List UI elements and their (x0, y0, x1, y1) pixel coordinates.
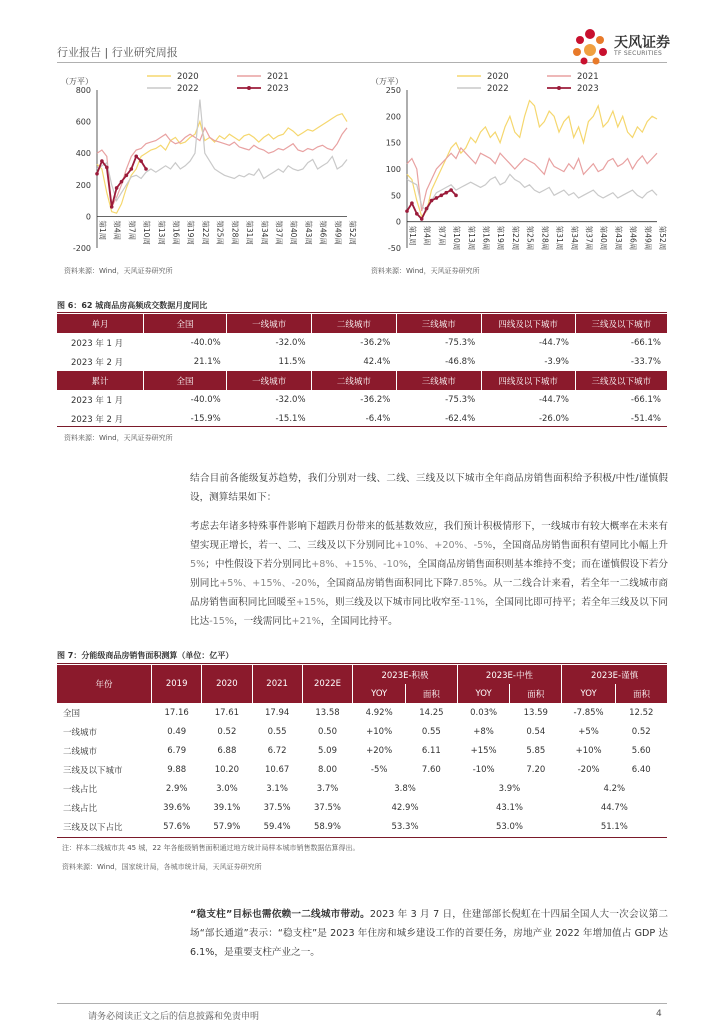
fig7-cell: -5% (370, 764, 388, 775)
fig6-cell: -51.4% (630, 413, 661, 424)
fig7-cell: 年份 (57, 665, 152, 703)
chart-y-tick-label: -200 (72, 244, 91, 253)
chart-point-2023 (420, 217, 424, 221)
fig7-cell: 3.9% (498, 783, 521, 794)
chart-x-tick-label: 第13周 (156, 220, 166, 245)
chart-point-2023 (105, 166, 109, 170)
chart-x-tick-label: 第37周 (584, 225, 594, 251)
fig6-cell: -75.3% (445, 394, 476, 405)
chart-x-tick-label: 第19周 (496, 225, 506, 251)
fig7-data-row (57, 722, 667, 741)
fig7-cell: 2022E (302, 665, 353, 703)
fig7-cell: 57.6% (163, 821, 191, 832)
fig7-cell: 57.9% (213, 821, 241, 832)
fig6-top-rule (57, 312, 667, 313)
fig6-header-cell: 三线城市 (396, 314, 481, 333)
fig7-cell: 8.00 (318, 764, 337, 775)
fig7-cell: +15% (470, 745, 497, 756)
footer-disclaimer: 请务必阅读正文之后的信息披露和免责申明 (88, 1012, 260, 1022)
paragraph-assumptions-intro: 结合目前各能级复苏趋势，我们分别对一线、二线、三线及以下城市全年商品房销售面积给予积极/中性/谨慎假设，测算结果如下： (190, 473, 668, 503)
fig7-cell: YOY (562, 684, 616, 703)
fig7-cell: 39.1% (213, 802, 241, 813)
fig6-cell: 2023 年 1 月 (71, 338, 124, 349)
chart-legend-marker (557, 86, 561, 90)
chart-y-tick-label: 600 (75, 117, 91, 127)
fig7-cell: 43.1% (495, 802, 523, 813)
fig6-cell: 2023 年 1 月 (71, 395, 124, 406)
chart-x-tick-label: 第7周 (127, 220, 137, 241)
fig7-cell: 面积 (510, 684, 562, 703)
chart-legend-label: 2021 (577, 72, 599, 82)
chart-point-2023 (130, 167, 134, 171)
fig7-note: 注：样本二线城市共 45 城，22 年各能级销售面积通过地方统计局样本城市销售数据估算得出。 (62, 844, 360, 852)
fig6-header-cell: 二线城市 (312, 314, 397, 333)
fig7-cell: 9.88 (167, 764, 187, 775)
fig6-header-cell: 四线及以下城市 (481, 314, 575, 333)
fig7-cell: 3.8% (394, 783, 416, 794)
chart-x-tick-label: 第16周 (481, 225, 491, 251)
fig6-cell: -6.4% (365, 413, 391, 424)
chart-x-tick-label: 第31周 (245, 220, 255, 245)
fig7-cell: 6.79 (167, 745, 187, 756)
fig7-data-row (57, 760, 667, 779)
chart-point-2023 (415, 212, 419, 216)
fig7-cell: 10.67 (264, 764, 290, 775)
fig7-cell: 0.52 (217, 726, 237, 737)
fig7-share-row (57, 817, 667, 836)
fig6-cell: -66.1% (630, 394, 661, 405)
fig7-cell: 0.52 (631, 726, 651, 737)
chart-point-2023 (449, 188, 453, 192)
chart-point-2023 (115, 186, 119, 190)
fig7-cell: -10% (472, 764, 495, 775)
fig7-cell: 三线及以下城市 (63, 765, 123, 776)
fig6-header-row (57, 314, 667, 333)
fig7-cell: 2019 (152, 665, 202, 703)
fig6-header-cell: 三线及以下城市 (575, 314, 667, 333)
chart-x-tick-label: 第40周 (599, 225, 609, 251)
fig7-cell: 5.09 (318, 745, 337, 756)
chart-x-tick-label: 第25周 (215, 220, 225, 245)
fig7-cell: 4.92% (365, 707, 393, 718)
fig7-cell: 17.61 (214, 707, 240, 718)
chart-point-2023 (144, 167, 148, 171)
fig7-cell: 一线占比 (63, 784, 98, 795)
chart-x-tick-label: 第46周 (628, 225, 638, 251)
fig7-cell: 二线城市 (63, 746, 98, 757)
fig7-cell: 一线城市 (63, 727, 98, 738)
fig7-share-row (57, 779, 667, 798)
fig6-cell: -36.2% (360, 337, 391, 348)
chart-x-tick-label: 第1周 (408, 225, 417, 246)
fig6-cell: 42.4% (363, 356, 391, 367)
fig7-cell: 面积 (406, 684, 458, 703)
fig6-header-cell: 三线城市 (396, 371, 481, 390)
fig7-cell: 10.20 (214, 764, 240, 775)
fig6-header-cell: 全国 (143, 371, 226, 390)
fig6-header-cell: 四线及以下城市 (481, 371, 575, 390)
fig7-cell: 0.50 (318, 726, 337, 737)
fig7-top-rule (57, 663, 667, 664)
fig6-cell: 11.5% (278, 356, 306, 367)
fig7-data-row (57, 741, 667, 760)
chart-x-tick-label: 第19周 (186, 220, 196, 245)
fig6-header-cell: 累计 (57, 371, 143, 390)
chart-series-line-2021 (407, 148, 657, 211)
fig6-cell: 2023 年 2 月 (71, 357, 124, 368)
fig6-header-cell: 一线城市 (227, 314, 312, 333)
report-header-title: 行业报告 | 行业研究周报 (57, 46, 178, 59)
fig6-cell: -33.7% (630, 356, 661, 367)
logo-subtitle: TF SECURITIES (614, 50, 663, 57)
chart-x-tick-label: 第22周 (510, 225, 520, 251)
chart-x-tick-label: 第46周 (318, 220, 328, 245)
chart-left-source: 资料来源：Wind，天风证券研究所 (64, 267, 173, 275)
fig6-data-row (57, 333, 667, 352)
fig6-cell: -46.8% (445, 356, 476, 367)
fig7-cell: 17.16 (164, 707, 189, 718)
logo-name: 天风证券 (614, 35, 670, 51)
fig7-cell: 3.0% (216, 783, 238, 794)
fig6-cell: -32.0% (275, 337, 306, 348)
fig7-cell: 12.52 (629, 707, 654, 718)
footer-divider (57, 1003, 667, 1004)
chart-point-2023 (410, 201, 414, 205)
chart-x-tick-label: 第43周 (303, 220, 313, 245)
chart-y-tick-label: 0 (395, 217, 401, 227)
fig7-cell: 53.3% (391, 821, 419, 832)
fig7-cell: 42.9% (391, 802, 419, 813)
fig6-caption: 图 6：62 城商品房高频成交数据月度同比 (57, 301, 208, 310)
chart-right-svg (367, 68, 667, 264)
chart-y-tick-label: 0 (85, 212, 91, 222)
fig6-cell: -36.2% (360, 394, 391, 405)
fig6-cell: -3.9% (544, 356, 570, 367)
fig7-cell: YOY (353, 684, 406, 703)
chart-x-tick-label: 第28周 (230, 220, 240, 245)
fig7-cell: 4.2% (603, 783, 626, 794)
fig7-cell: 5.85 (526, 745, 546, 756)
fig7-cell: +20% (366, 745, 393, 756)
fig7-cell: 7.60 (421, 764, 441, 775)
fig6-cell: 21.1% (193, 356, 221, 367)
chart-x-tick-label: 第34周 (569, 225, 579, 251)
chart-legend-label: 2021 (267, 72, 289, 82)
fig7-cell: 2021 (252, 665, 302, 703)
chart-x-tick-label: 第10周 (142, 220, 152, 245)
fig7-cell: 0.54 (526, 726, 546, 737)
chart-series-line-2020 (407, 101, 657, 217)
fig6-header-cell: 全国 (143, 314, 226, 333)
fig7-cell: 37.5% (314, 802, 342, 813)
fig7-cell: 面积 (616, 684, 667, 703)
chart-x-tick-label: 第16周 (171, 220, 181, 245)
fig7-cell: -7.85% (573, 707, 604, 718)
company-logo (568, 26, 678, 66)
chart-y-tick-label: 50 (390, 191, 401, 201)
fig7-cell: 0.55 (421, 726, 441, 737)
chart-x-tick-label: 第34周 (259, 220, 269, 245)
fig7-cell: 14.25 (419, 707, 444, 718)
fig7-cell: 2023E-中性 (457, 665, 561, 684)
chart-x-tick-label: 第28周 (540, 225, 550, 251)
chart-point-2023 (139, 159, 143, 163)
fig7-cell: 51.1% (600, 821, 628, 832)
fig7-cell: 2023E-积极 (353, 665, 457, 684)
chart-point-2023 (444, 191, 448, 195)
chart-y-tick-label: -50 (387, 244, 401, 253)
chart-x-tick-label: 第49周 (643, 225, 653, 251)
chart-x-tick-label: 第40周 (289, 220, 299, 245)
fig7-source: 资料来源：Wind，国家统计局，各城市统计局，天风证券研究所 (62, 863, 262, 871)
chart-x-tick-label: 第4周 (112, 220, 122, 241)
chart-y-tick-label: 100 (385, 165, 401, 174)
fig7-cell: 三线及以下占比 (63, 822, 123, 833)
fig7-cell: 0.03% (470, 707, 498, 718)
fig6-cell: -15.1% (275, 413, 306, 424)
chart-series-line-2023 (407, 190, 456, 219)
chart-legend-label: 2022 (487, 84, 509, 94)
chart-y-tick-label: 200 (385, 112, 401, 122)
chart-y-tick-label: 800 (75, 86, 91, 95)
chart-x-tick-label: 第1周 (98, 220, 107, 241)
fig7-share-row (57, 798, 667, 817)
chart-unit-label: （万平） (371, 77, 403, 86)
fig7-cell: +5% (578, 726, 599, 737)
fig7-cell: 58.9% (314, 821, 342, 832)
chart-x-tick-label: 第52周 (658, 225, 667, 251)
fig7-cell: 3.7% (316, 783, 339, 794)
chart-legend-label: 2022 (177, 84, 199, 94)
fig6-cell: -62.4% (445, 413, 476, 424)
chart-point-2023 (100, 159, 104, 163)
paragraph-pillar: “稳支柱”目标也需依赖一二线城市带动。2023 年 3 月 7 日，住建部部长倪虹在十四届全国人大一次会议第二场“部长通道”表示：“稳支柱”是 2023 年住房和城乡建设工作的首要任务，房地产业 2022 年增加值占 GDP 达 6.1%，是重要支柱产业之一。 (190, 909, 668, 958)
fig7-data-row (57, 703, 667, 722)
fig7-cell: 2020 (202, 665, 252, 703)
chart-point-2023 (125, 174, 129, 178)
fig7-cell: YOY (457, 684, 510, 703)
chart-x-tick-label: 第10周 (452, 225, 462, 251)
chart-unit-label: （万平） (61, 77, 93, 86)
fig6-header-cell: 一线城市 (227, 371, 312, 390)
fig6-table (57, 314, 667, 428)
fig7-cell: +8% (473, 726, 494, 737)
chart-point-2023 (454, 194, 458, 198)
chart-point-2023 (120, 180, 124, 184)
chart-x-tick-label: 第25周 (525, 225, 535, 251)
fig7-header-row (57, 665, 667, 684)
chart-legend-marker (247, 86, 251, 90)
fig7-cell: 0.55 (267, 726, 287, 737)
fig6-cell: -75.3% (445, 337, 476, 348)
chart-x-tick-label: 第7周 (437, 225, 447, 246)
fig6-cell: -66.1% (630, 337, 661, 348)
fig7-table (57, 665, 667, 836)
chart-point-2023 (134, 155, 138, 159)
fig7-cell: +10% (366, 726, 393, 737)
chart-point-2023 (435, 196, 439, 200)
fig7-cell: +10% (575, 745, 602, 756)
chart-x-tick-label: 第37周 (274, 220, 284, 245)
fig7-cell: 44.7% (600, 802, 628, 813)
fig6-cell: -26.0% (538, 413, 570, 424)
fig6-cell: -15.9% (190, 413, 221, 424)
fig7-cell: 3.1% (266, 783, 288, 794)
chart-right-source: 资料来源：Wind，天风证券研究所 (371, 267, 480, 275)
chart-x-tick-label: 第31周 (555, 225, 565, 251)
fig6-cell: -44.7% (538, 337, 570, 348)
fig7-cell: 39.6% (163, 802, 191, 813)
chart-point-2023 (405, 209, 409, 213)
chart-x-tick-label: 第13周 (466, 225, 476, 251)
chart-point-2023 (110, 205, 114, 209)
fig6-cell: 2023 年 2 月 (71, 414, 124, 425)
chart-left (57, 68, 357, 264)
fig7-cell: 二线占比 (63, 803, 98, 814)
fig7-cell: 53.0% (495, 821, 523, 832)
fig7-cell: 2.9% (165, 783, 188, 794)
fig7-cell: 全国 (63, 708, 81, 719)
fig7-cell: 2023E-谨慎 (562, 665, 667, 684)
fig6-source: 资料来源：Wind，天风证券研究所 (64, 434, 173, 442)
chart-legend-label: 2020 (487, 72, 509, 82)
fig7-bottom-rule (57, 837, 667, 838)
fig7-cell: 17.94 (264, 707, 290, 718)
fig6-header-cell: 单月 (57, 314, 143, 333)
logo-mark-icon (568, 26, 612, 66)
fig6-bottom-rule (57, 426, 667, 427)
chart-series-line-2022 (97, 100, 347, 201)
fig7-cell: -20% (577, 764, 600, 775)
fig6-data-row (57, 390, 667, 409)
fig6-header-cell: 三线及以下城市 (575, 371, 667, 390)
fig6-header-row (57, 371, 667, 390)
chart-right (367, 68, 667, 264)
chart-y-tick-label: 200 (75, 180, 91, 190)
fig7-cell: 5.60 (631, 745, 651, 756)
chart-x-tick-label: 第22周 (200, 220, 210, 245)
chart-point-2023 (95, 172, 99, 176)
chart-y-tick-label: 150 (385, 138, 401, 148)
chart-point-2023 (440, 194, 444, 198)
chart-x-tick-label: 第43周 (613, 225, 623, 251)
page-number: 4 (656, 1009, 662, 1019)
fig6-data-row (57, 352, 667, 371)
chart-series-line-2020 (97, 114, 347, 214)
fig7-cell: 7.20 (526, 764, 546, 775)
paragraph-scenario-analysis: 考虑去年诸多特殊事件影响下超跌月份带来的低基数效应，我们预计积极情形下，一线城市有较大概率在未来有望实现正增长，若一、二、三线及以下分别同比+10%、+20%、-5%，全国商品房销售面积有望同比小幅上升5%；中性假设下若分别同比+8%、+15%、-10%，全国商品房销售面积则基本维持不变；而在谨慎假设下若分别同比+5%、+15%、-20%，全国商品房销售面积同比下降7.85%。从一二线合计来看，若全年一二线城市商品房销售面积同比回暖至+15%，则三线及以下城市同比收窄至-11%，全国同比即可持平；若全年三线及以下同比达-15%，一线需同比+21%，全国同比持平。 (190, 521, 669, 627)
fig6-cell: -32.0% (275, 394, 306, 405)
chart-x-tick-label: 第49周 (333, 220, 343, 245)
chart-left-svg (57, 68, 357, 264)
fig7-cell: 59.4% (263, 821, 291, 832)
chart-legend-label: 2023 (267, 84, 289, 94)
chart-legend-label: 2023 (577, 84, 599, 94)
chart-point-2023 (425, 207, 429, 211)
fig7-cell: 6.72 (267, 745, 287, 756)
chart-y-tick-label: 250 (385, 86, 401, 95)
chart-legend-label: 2020 (177, 72, 199, 82)
chart-series-line-2021 (97, 128, 347, 207)
fig7-cell: 6.88 (217, 745, 237, 756)
chart-point-2023 (430, 199, 434, 203)
fig7-cell: 6.11 (421, 745, 441, 756)
chart-y-tick-label: 400 (75, 149, 91, 159)
fig7-cell: 0.49 (167, 726, 187, 737)
fig7-cell: 13.59 (523, 707, 548, 718)
fig7-caption: 图 7：分能级商品房销售面积测算（单位：亿平） (57, 651, 234, 660)
fig6-cell: -40.0% (190, 337, 221, 348)
fig6-header-cell: 二线城市 (312, 371, 397, 390)
chart-x-tick-label: 第4周 (422, 225, 432, 246)
fig7-cell: 6.40 (631, 764, 651, 775)
fig6-cell: -40.0% (190, 394, 221, 405)
fig7-cell: 37.5% (263, 802, 291, 813)
paragraph-pillar-lead: “稳支柱”目标也需依赖一二线城市带动。 (190, 909, 370, 920)
chart-x-tick-label: 第52周 (348, 220, 357, 245)
fig6-cell: -44.7% (538, 394, 570, 405)
fig7-cell: 13.58 (315, 707, 340, 718)
